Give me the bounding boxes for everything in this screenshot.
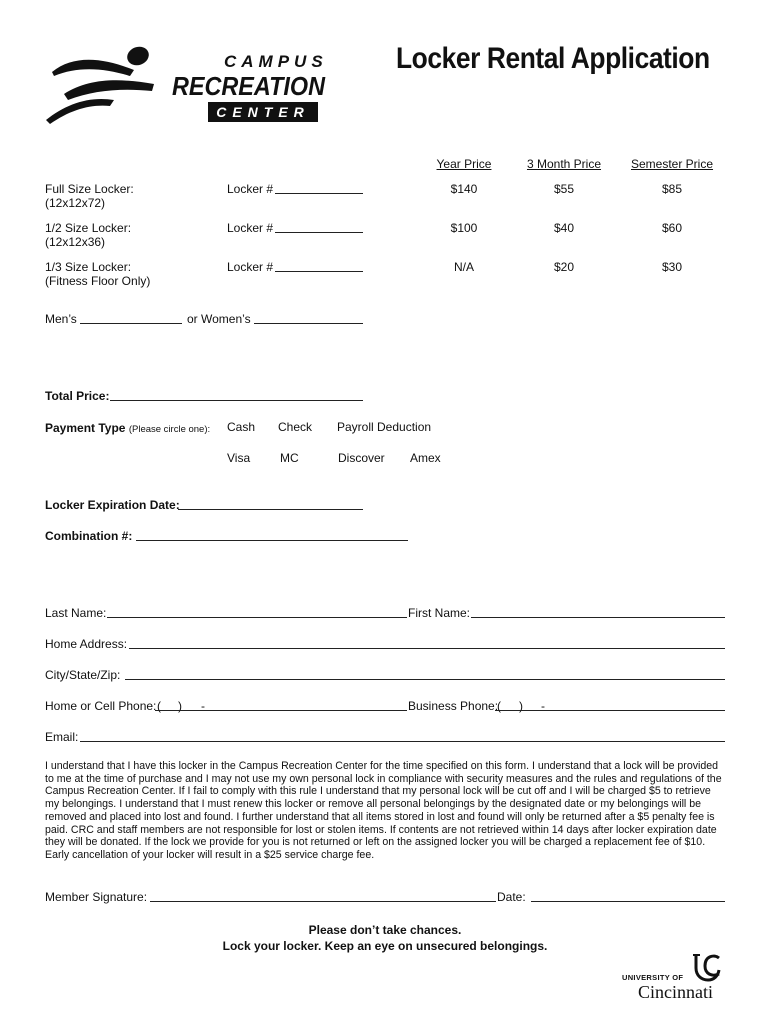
- payment-option-check[interactable]: Check: [278, 420, 313, 434]
- date-field[interactable]: [531, 901, 725, 902]
- campus-recreation-logo: [44, 44, 334, 126]
- city-state-zip-field[interactable]: [125, 679, 725, 680]
- payment-option-payroll[interactable]: Payroll Deduction: [337, 420, 432, 434]
- email-label: Email:: [45, 730, 79, 744]
- three-month-price: $40: [553, 221, 575, 235]
- home-phone-label: Home or Cell Phone:: [45, 699, 157, 713]
- date-label: Date:: [497, 890, 526, 904]
- business-phone-paren-close: ): [519, 699, 523, 713]
- home-phone-paren-close: ): [178, 699, 182, 713]
- payment-type-title: Payment Type: [45, 421, 126, 435]
- member-signature-label: Member Signature:: [45, 890, 148, 904]
- payment-option-discover[interactable]: Discover: [338, 451, 385, 465]
- mens-field[interactable]: [80, 323, 182, 324]
- womens-field[interactable]: [254, 323, 363, 324]
- locker-name: 1/3 Size Locker:: [45, 260, 132, 274]
- semester-price-header: Semester Price: [630, 157, 714, 171]
- uc-logo: [618, 950, 730, 1006]
- combination-label: Combination #:: [45, 529, 133, 543]
- total-price-label: Total Price:: [45, 389, 110, 403]
- locker-name: 1/2 Size Locker:: [45, 221, 132, 235]
- business-phone-field[interactable]: [495, 710, 725, 711]
- payment-option-cash[interactable]: Cash: [227, 420, 256, 434]
- member-signature-field[interactable]: [150, 901, 496, 902]
- runner-icon: [44, 44, 174, 126]
- locker-size: (Fitness Floor Only): [45, 274, 151, 288]
- home-phone-field[interactable]: [155, 710, 407, 711]
- terms-paragraph: I understand that I have this locker in the Campus Recreation Center for the time specified on this form. I understand that a lock will be provided to me at the time of purchase and I may not use my own personal lock in compliance with security measures and the rules and regulations of the Campus Recreation Center. If I fail to comply with this rule I understand that my personal lock will be cut off and I will be charged $5 to retrieve my belongings. I understand that I must renew this locker or remove all personal belongings by the designated date or my belongings will be removed and placed into lost and found. I further understand that all items stored in lost and found will only be returned after a $5 penalty fee is paid. CRC and staff members are not responsible for lost or stolen items. If contents are not retrieved within 14 days after locker expiration date they will be donated. If the lock we provide for you is not returned or left on the assigned locker you will be charged a replacement fee of $10. Early cancellation of your locker will result in a $25 service charge fee.: [45, 760, 722, 861]
- payment-type-label: [45, 421, 210, 435]
- email-field[interactable]: [80, 741, 725, 742]
- first-name-label: First Name:: [408, 606, 471, 620]
- payment-option-visa[interactable]: Visa: [227, 451, 251, 465]
- home-address-field[interactable]: [129, 648, 725, 649]
- mens-label: Men’s: [45, 312, 77, 326]
- locker-size: (12x12x36): [45, 235, 106, 249]
- locker-number-label: Locker #: [227, 260, 274, 274]
- uc-monogram-icon: [692, 952, 724, 984]
- city-state-zip-label: City/State/Zip:: [45, 668, 121, 682]
- payment-option-mc[interactable]: MC: [280, 451, 299, 465]
- uc-logo-university-of: UNIVERSITY OF: [622, 973, 684, 982]
- business-phone-dash: -: [541, 699, 545, 713]
- first-name-field[interactable]: [471, 617, 725, 618]
- home-phone-paren-open: (: [157, 699, 161, 713]
- business-phone-paren-open: (: [497, 699, 501, 713]
- last-name-field[interactable]: [107, 617, 407, 618]
- payment-type-hint: (Please circle one):: [128, 424, 211, 435]
- year-price: $100: [450, 221, 478, 235]
- semester-price: $30: [661, 260, 683, 274]
- year-price: $140: [450, 182, 478, 196]
- three-month-price: $20: [553, 260, 575, 274]
- locker-number-field[interactable]: [275, 193, 363, 194]
- year-price-header: Year Price: [436, 157, 492, 171]
- womens-label: or Women’s: [187, 312, 251, 326]
- payment-option-amex[interactable]: Amex: [410, 451, 441, 465]
- locker-number-label: Locker #: [227, 182, 274, 196]
- expiration-date-label: Locker Expiration Date:: [45, 498, 180, 512]
- home-phone-dash: -: [201, 699, 205, 713]
- combination-field[interactable]: [136, 540, 408, 541]
- locker-name: Full Size Locker:: [45, 182, 134, 196]
- locker-size: (12x12x72): [45, 196, 106, 210]
- three-month-price: $55: [553, 182, 575, 196]
- total-price-field[interactable]: [110, 400, 363, 401]
- semester-price: $60: [661, 221, 683, 235]
- closing-line-1: Please don’t take chances.: [308, 923, 462, 937]
- closing-line-2: Lock your locker. Keep an eye on unsecured belongings.: [222, 939, 548, 953]
- page-title: Locker Rental Application: [396, 42, 710, 75]
- expiration-date-field[interactable]: [178, 509, 363, 510]
- locker-number-field[interactable]: [275, 271, 363, 272]
- logo-recreation-text: RECREATION: [172, 71, 325, 101]
- last-name-label: Last Name:: [45, 606, 107, 620]
- logo-center-text: CENTER: [208, 102, 318, 122]
- home-address-label: Home Address:: [45, 637, 128, 651]
- three-month-price-header: 3 Month Price: [526, 157, 602, 171]
- logo-campus-text: CAMPUS: [224, 52, 328, 71]
- semester-price: $85: [661, 182, 683, 196]
- year-price: N/A: [453, 260, 474, 274]
- business-phone-label: Business Phone:: [408, 699, 499, 713]
- locker-number-field[interactable]: [275, 232, 363, 233]
- locker-number-label: Locker #: [227, 221, 274, 235]
- uc-logo-cincinnati: Cincinnati: [638, 982, 713, 1002]
